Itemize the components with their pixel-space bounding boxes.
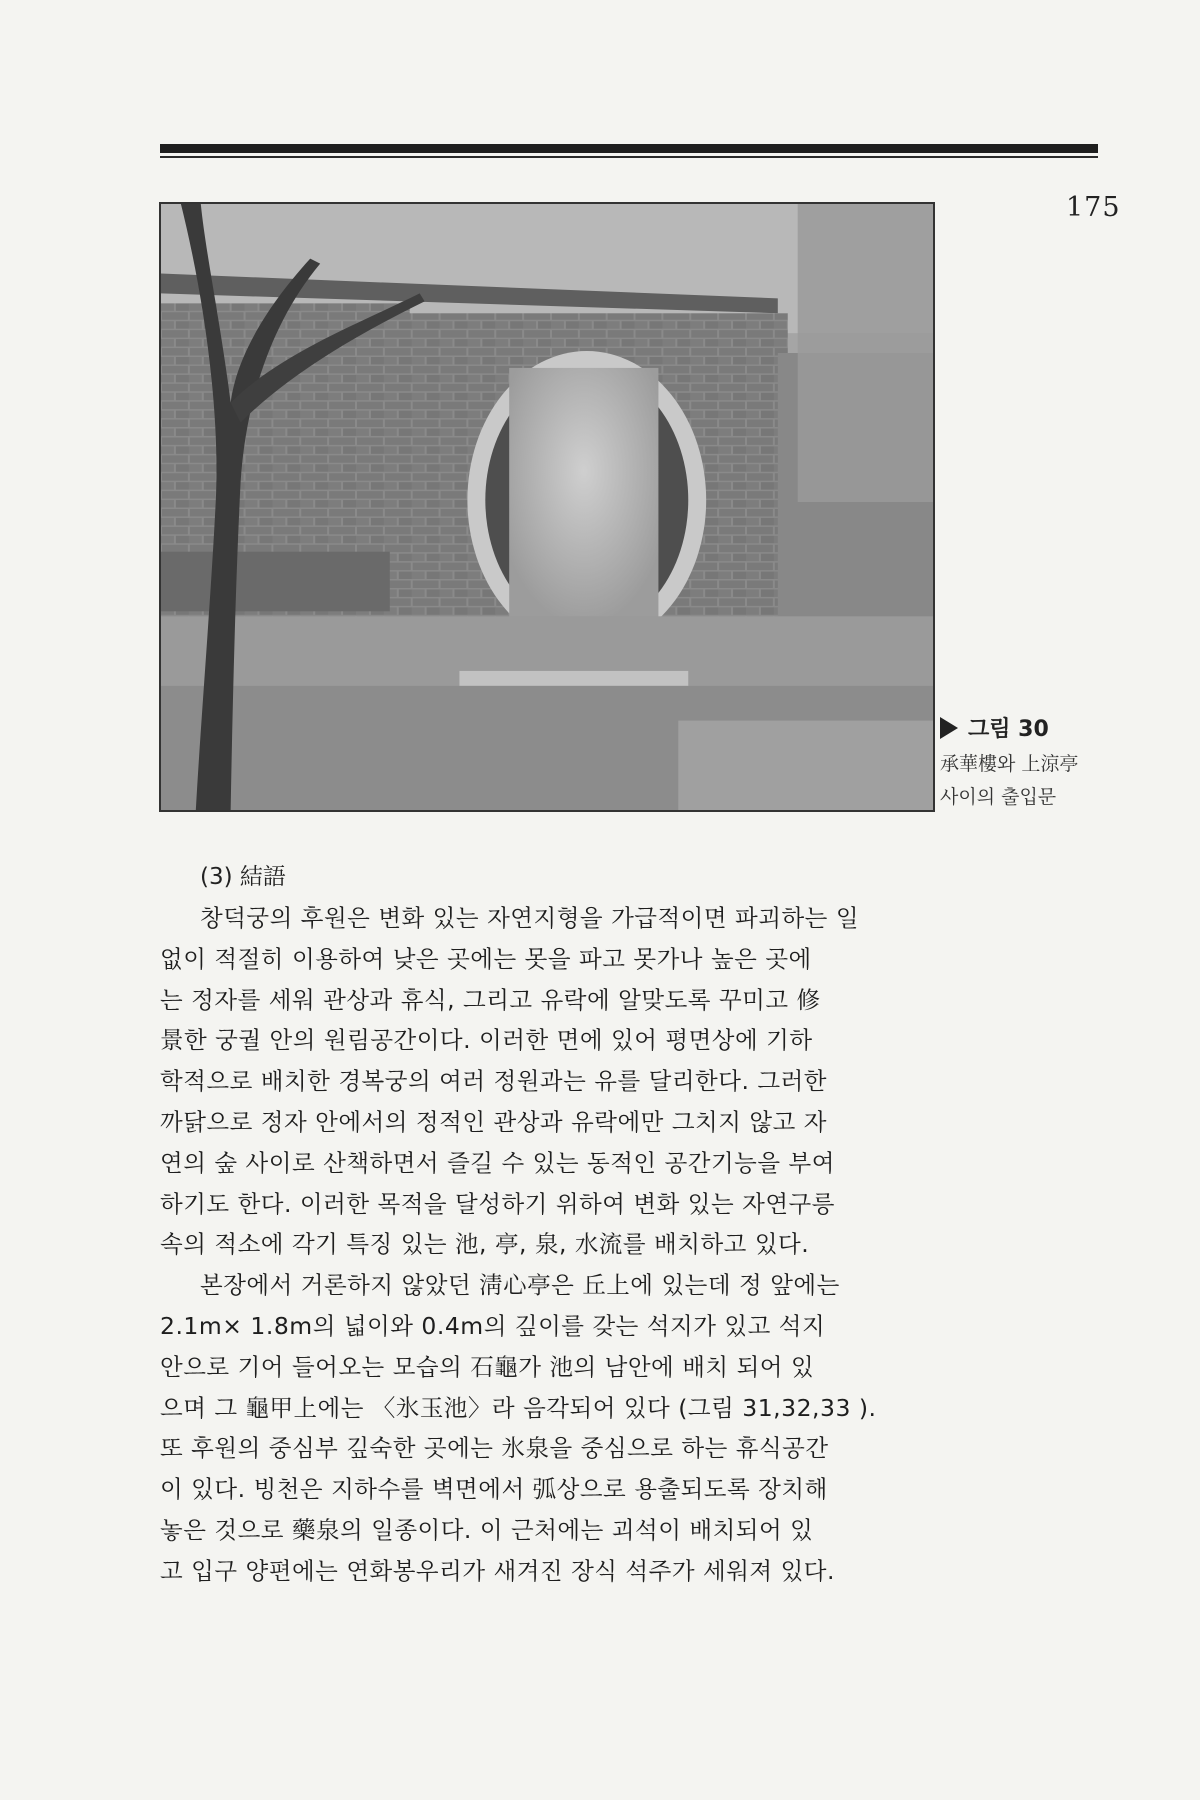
- body-line: 이 있다. 빙천은 지하수를 벽면에서 弧상으로 용출되도록 장치해: [160, 1475, 828, 1504]
- body-line: 본장에서 거론하지 않았던 淸心亭은 丘上에 있는데 정 앞에는: [200, 1271, 840, 1300]
- body-line: 속의 적소에 각기 특징 있는 池, 亭, 泉, 水流를 배치하고 있다.: [160, 1230, 810, 1259]
- header-rule: [160, 144, 1098, 153]
- section-heading: (3) 結語: [200, 864, 286, 890]
- body-line: 으며 그 龜甲上에는 〈氷玉池〉라 음각되어 있다 (그림 31,32,33 ).: [160, 1393, 877, 1422]
- figure-photo: [159, 202, 935, 812]
- body-line: 학적으로 배치한 경복궁의 여러 정원과는 유를 달리한다. 그러한: [160, 1067, 827, 1096]
- body-line: 놓은 것으로 藥泉의 일종이다. 이 근처에는 괴석이 배치되어 있: [160, 1515, 814, 1544]
- header-rule-thin: [160, 156, 1098, 158]
- body-line: 고 입구 양편에는 연화봉우리가 새겨진 장식 석주가 세워져 있다.: [160, 1556, 835, 1585]
- body-line: 景한 궁궐 안의 원림공간이다. 이러한 면에 있어 평면상에 기하: [160, 1026, 813, 1055]
- body-line: 안으로 기어 들어오는 모습의 石龜가 池의 남안에 배치 되어 있: [160, 1352, 815, 1381]
- caption-line-2: 사이의 출입문: [940, 786, 1057, 808]
- body-line: 연의 숲 사이로 산책하면서 즐길 수 있는 동적인 공간기능을 부여: [160, 1148, 835, 1177]
- figure-label-text: 그림 30: [968, 717, 1049, 742]
- caption-line-1: 承華樓와 上涼亭: [940, 753, 1079, 775]
- body-line: 없이 적절히 이용하여 낮은 곳에는 못을 파고 못가나 높은 곳에: [160, 944, 812, 973]
- body-line: 하기도 한다. 이러한 목적을 달성하기 위하여 변화 있는 자연구릉: [160, 1189, 835, 1218]
- body-line: 또 후원의 중심부 깊숙한 곳에는 氷泉을 중심으로 하는 휴식공간: [160, 1434, 829, 1463]
- body-text: [160, 898, 960, 1592]
- figure-label: [940, 712, 1190, 743]
- body-line: 까닭으로 정자 안에서의 정적인 관상과 유락에만 그치지 않고 자: [160, 1107, 827, 1136]
- figure-caption: [940, 712, 1190, 809]
- body-line: 2.1m× 1.8m의 넓이와 0.4m의 깊이를 갖는 석지가 있고 석지: [160, 1311, 826, 1340]
- triangle-icon: [940, 717, 958, 739]
- page-number: 175: [1066, 192, 1121, 223]
- body-line: 는 정자를 세워 관상과 휴식, 그리고 유락에 알맞도록 꾸미고 修: [160, 985, 821, 1014]
- body-line: 창덕궁의 후원은 변화 있는 자연지형을 가급적이면 파괴하는 일: [200, 904, 860, 932]
